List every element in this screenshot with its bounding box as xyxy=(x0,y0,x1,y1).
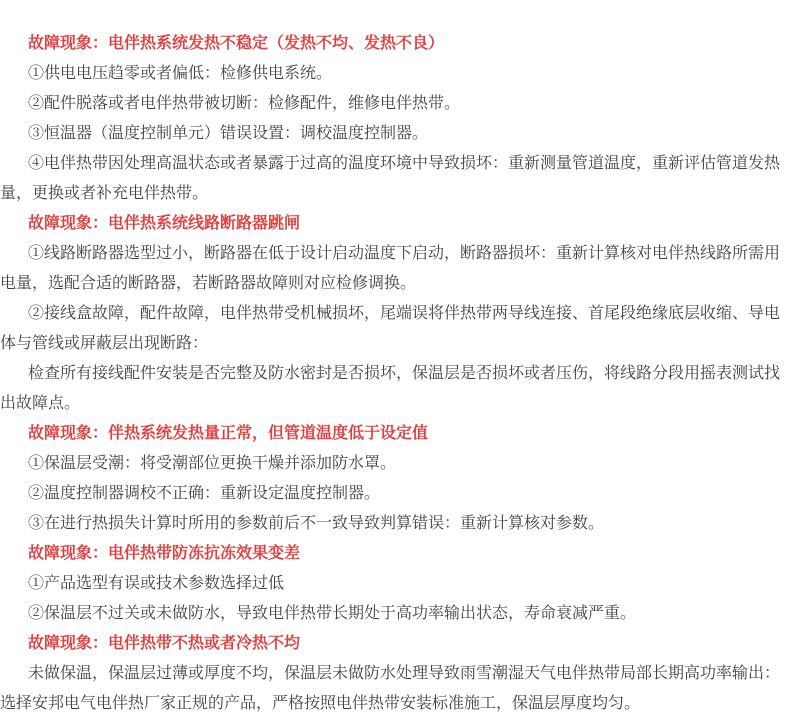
fault-cause-item: ①产品选型有误或技术参数选择过低 xyxy=(28,575,285,592)
fault-cause-item: ③在进行热损失计算时所用的参数前后不一致导致判算错误：重新计算核对参数。 xyxy=(28,515,605,532)
fault-section-heading: 故障现象：电伴热系统线路断路器跳闸 xyxy=(28,215,301,232)
fault-cause-item: 未做保温，保温层过薄或厚度不均，保温层未做防水处理导致雨雪潮湿天气电伴热带局部长期高功率输出：选择安邦电气电伴热厂家正规的产品，严格按照电伴热带安装标准施工，保温层厚度均匀。 xyxy=(0,665,781,712)
fault-cause-item: ①保温层受潮：将受潮部位更换干燥并添加防水罩。 xyxy=(28,455,397,472)
fault-section-heading: 故障现象：电伴热带防冻抗冻效果变差 xyxy=(28,545,301,562)
fault-cause-item: ③恒温器（温度控制单元）错误设置：调校温度控制器。 xyxy=(28,125,429,142)
fault-cause-item: ②配件脱落或者电伴热带被切断：检修配件，维修电伴热带。 xyxy=(28,95,461,112)
fault-cause-item: ①供电电压趋零或者偏低：检修供电系统。 xyxy=(28,65,333,82)
fault-cause-item: ②保温层不过关或未做防水，导致电伴热带长期处于高功率输出状态，寿命衰减严重。 xyxy=(28,605,637,622)
fault-section-heading: 故障现象：电伴热系统发热不稳定（发热不均、发热不良） xyxy=(28,35,445,52)
fault-cause-item: 检查所有接线配件安装是否完整及防水密封是否损坏，保温层是否损坏或者压伤，将线路分段用摇表测试找出故障点。 xyxy=(0,365,781,412)
fault-cause-item: ②接线盒故障，配件故障，电伴热带受机械损坏，尾端误将伴热带两导线连接、首尾段绝缘底层收缩、导电体与管线或屏蔽层出现断路： xyxy=(0,305,781,352)
fault-cause-item: ②温度控制器调校不正确：重新设定温度控制器。 xyxy=(28,485,381,502)
fault-cause-item: ①线路断路器选型过小，断路器在低于设计启动温度下启动，断路器损坏：重新计算核对电伴热线路所需用电量，选配合适的断路器，若断路器故障则对应检修调换。 xyxy=(0,245,781,292)
fault-section-heading: 故障现象：电伴热带不热或者冷热不均 xyxy=(28,635,301,652)
fault-section-heading: 故障现象：伴热系统发热量正常，但管道温度低于设定值 xyxy=(28,425,429,442)
fault-cause-item: ④电伴热带因处理高温状态或者暴露于过高的温度环境中导致损坏：重新测量管道温度，重新评估管道发热量，更换或者补充电伴热带。 xyxy=(0,155,781,202)
